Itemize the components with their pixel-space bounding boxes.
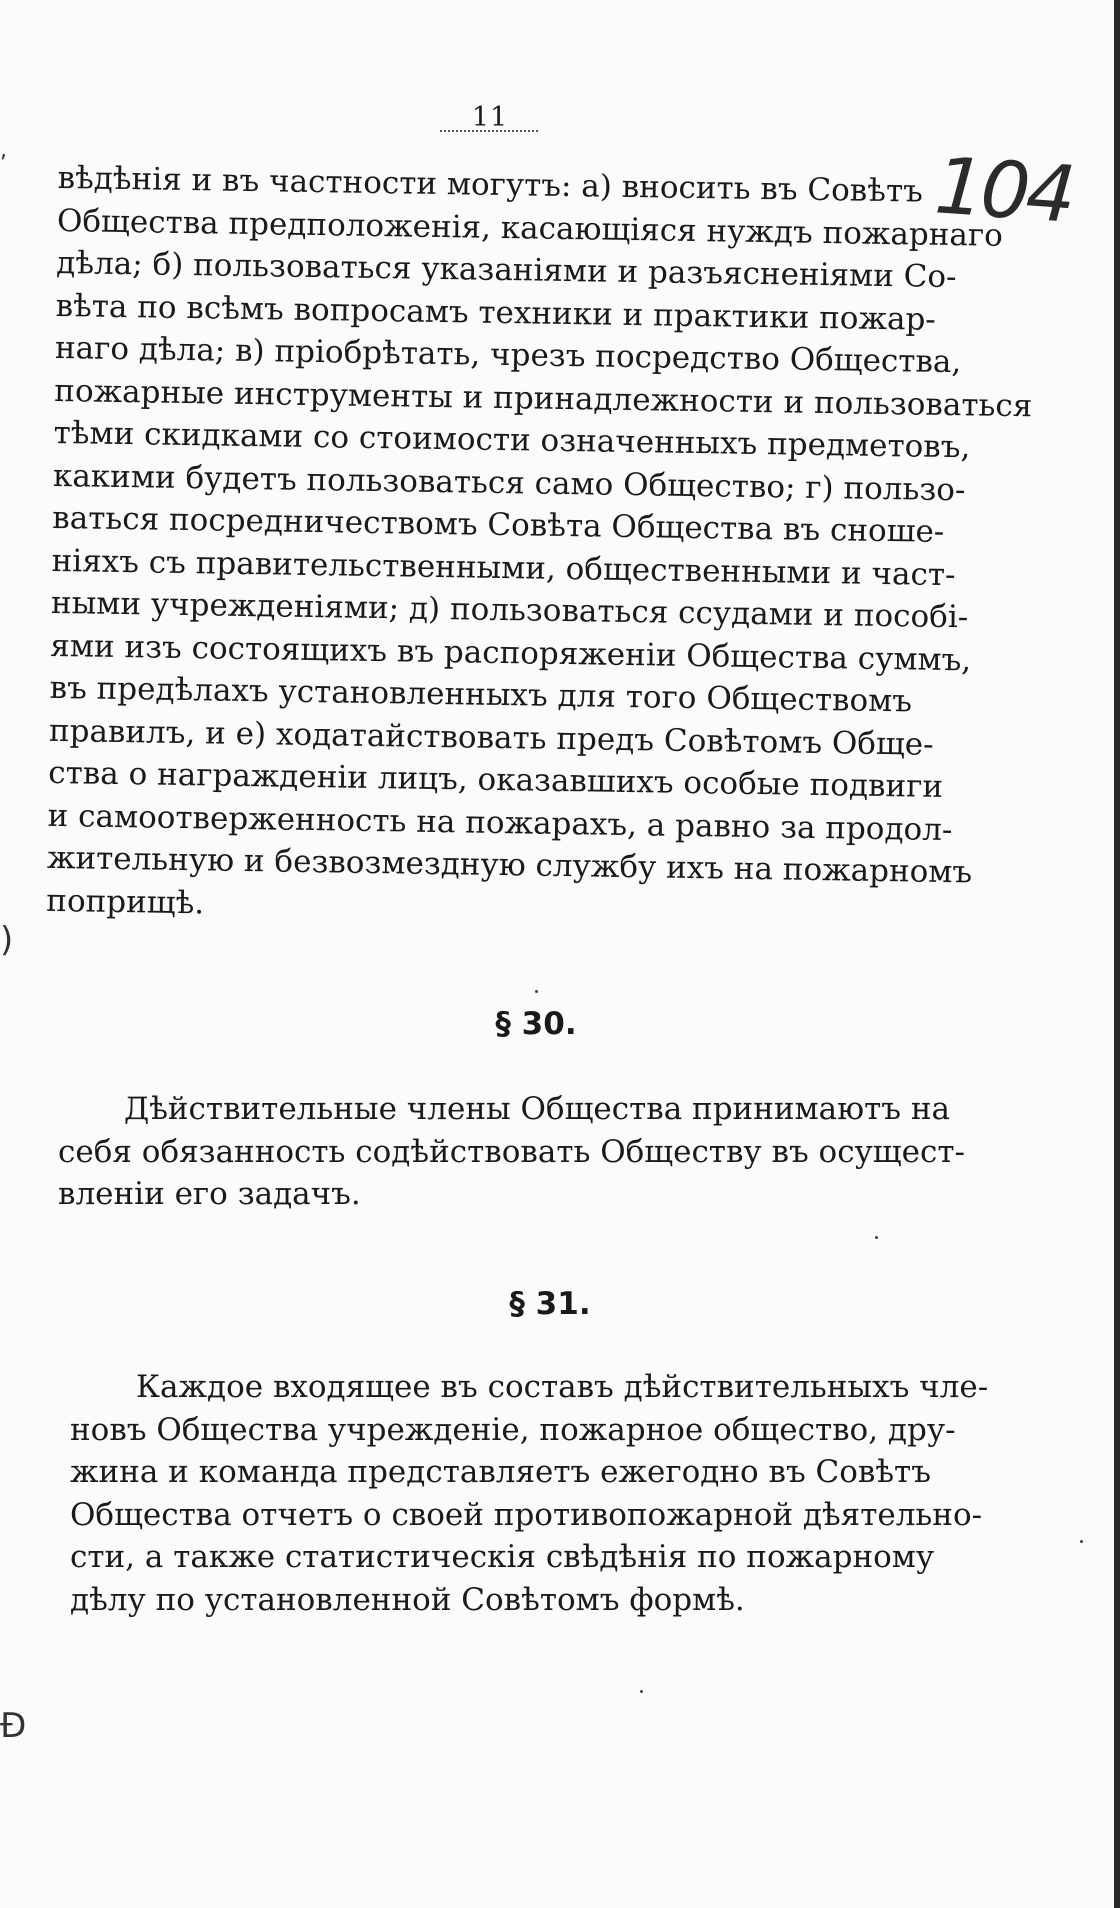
text-line: новъ Общества учрежденіе, пожарное общество, дру- xyxy=(70,1411,956,1448)
section-30-heading: § 30. xyxy=(495,1006,577,1042)
text-line: Дѣйствительные члены Общества принимаютъ на xyxy=(124,1091,950,1127)
scan-speck xyxy=(875,1236,878,1239)
text-line: сти, а также статистическія свѣдѣнія по пожарному xyxy=(70,1539,935,1575)
section-31-heading: § 31. xyxy=(509,1286,591,1322)
margin-mark-middle: ) xyxy=(0,920,14,960)
text-line: въ предѣлахъ установленныхъ для того Обществомъ xyxy=(49,669,913,720)
text-line: вѣдѣнія и въ частности могутъ: а) вносить въ Совѣтъ xyxy=(57,159,924,210)
text-line: наго дѣла; в) пріобрѣтать, чрезъ посредство Общества, xyxy=(54,329,962,381)
text-line: дѣла; б) пользоваться указаніями и разъясненіями Со- xyxy=(56,244,957,296)
text-line: какими будетъ пользоваться само Общество; г) пользо- xyxy=(52,457,966,508)
text-line: ніяхъ съ правительственными, общественными и част- xyxy=(51,542,956,593)
margin-mark-top: , xyxy=(0,138,7,163)
scan-speck xyxy=(535,990,538,993)
text-line: тѣми скидками со стоимости означенныхъ предметовъ, xyxy=(53,414,971,466)
text-line: себя обязанность содѣйствовать Обществу въ осущест- xyxy=(58,1133,965,1170)
text-line: жина и команда представляетъ ежегодно въ Совѣтъ xyxy=(70,1454,931,1490)
text-line: ваться посредничествомъ Совѣта Общества въ сноше- xyxy=(52,499,945,550)
section-31-paragraph xyxy=(70,1366,989,1621)
text-line: поприщѣ. xyxy=(46,882,205,921)
text-line: ства о награжденіи лицъ, оказавшихъ особые подвиги xyxy=(48,754,944,805)
text-line: вѣта по всѣмъ вопросамъ техники и практики пожар- xyxy=(55,287,937,338)
handwritten-folio-number: 104 xyxy=(932,141,1075,241)
page-edge-shadow xyxy=(1114,0,1120,1908)
text-line: правилъ, и е) ходатайствовать предъ Совѣтомъ Обще- xyxy=(48,712,934,763)
text-line: дѣлу по установленной Совѣтомъ формѣ. xyxy=(70,1581,745,1618)
section-30-paragraph xyxy=(58,1088,965,1216)
text-line: ями изъ состоящихъ въ распоряженіи Общества суммъ, xyxy=(50,627,972,678)
page-number-rule xyxy=(440,130,538,132)
scan-speck xyxy=(640,1690,643,1693)
text-line: Каждое входящее въ составъ дѣйствительныхъ чле- xyxy=(136,1369,989,1405)
scan-speck xyxy=(1080,1540,1083,1543)
text-line: пожарные инструменты и принадлежности и пользоваться xyxy=(54,372,1033,424)
margin-mark-bottom: Ð xyxy=(0,1706,27,1746)
text-line: вленіи его задачъ. xyxy=(58,1176,361,1212)
text-line: ными учрежденіями; д) пользоваться ссудами и пособі- xyxy=(50,584,969,636)
page-number: 11 xyxy=(471,102,509,133)
text-line: Общества отчетъ о своей противопожарной дѣятельно- xyxy=(70,1496,983,1533)
text-line: жительную и безвозмездную службу ихъ на пожарномъ xyxy=(46,839,973,891)
text-line: и самоотверженность на пожарахъ, а равно за продол- xyxy=(47,797,953,848)
text-line: Общества предположенія, касающіяся нуждъ пожарнаго xyxy=(56,202,1004,254)
